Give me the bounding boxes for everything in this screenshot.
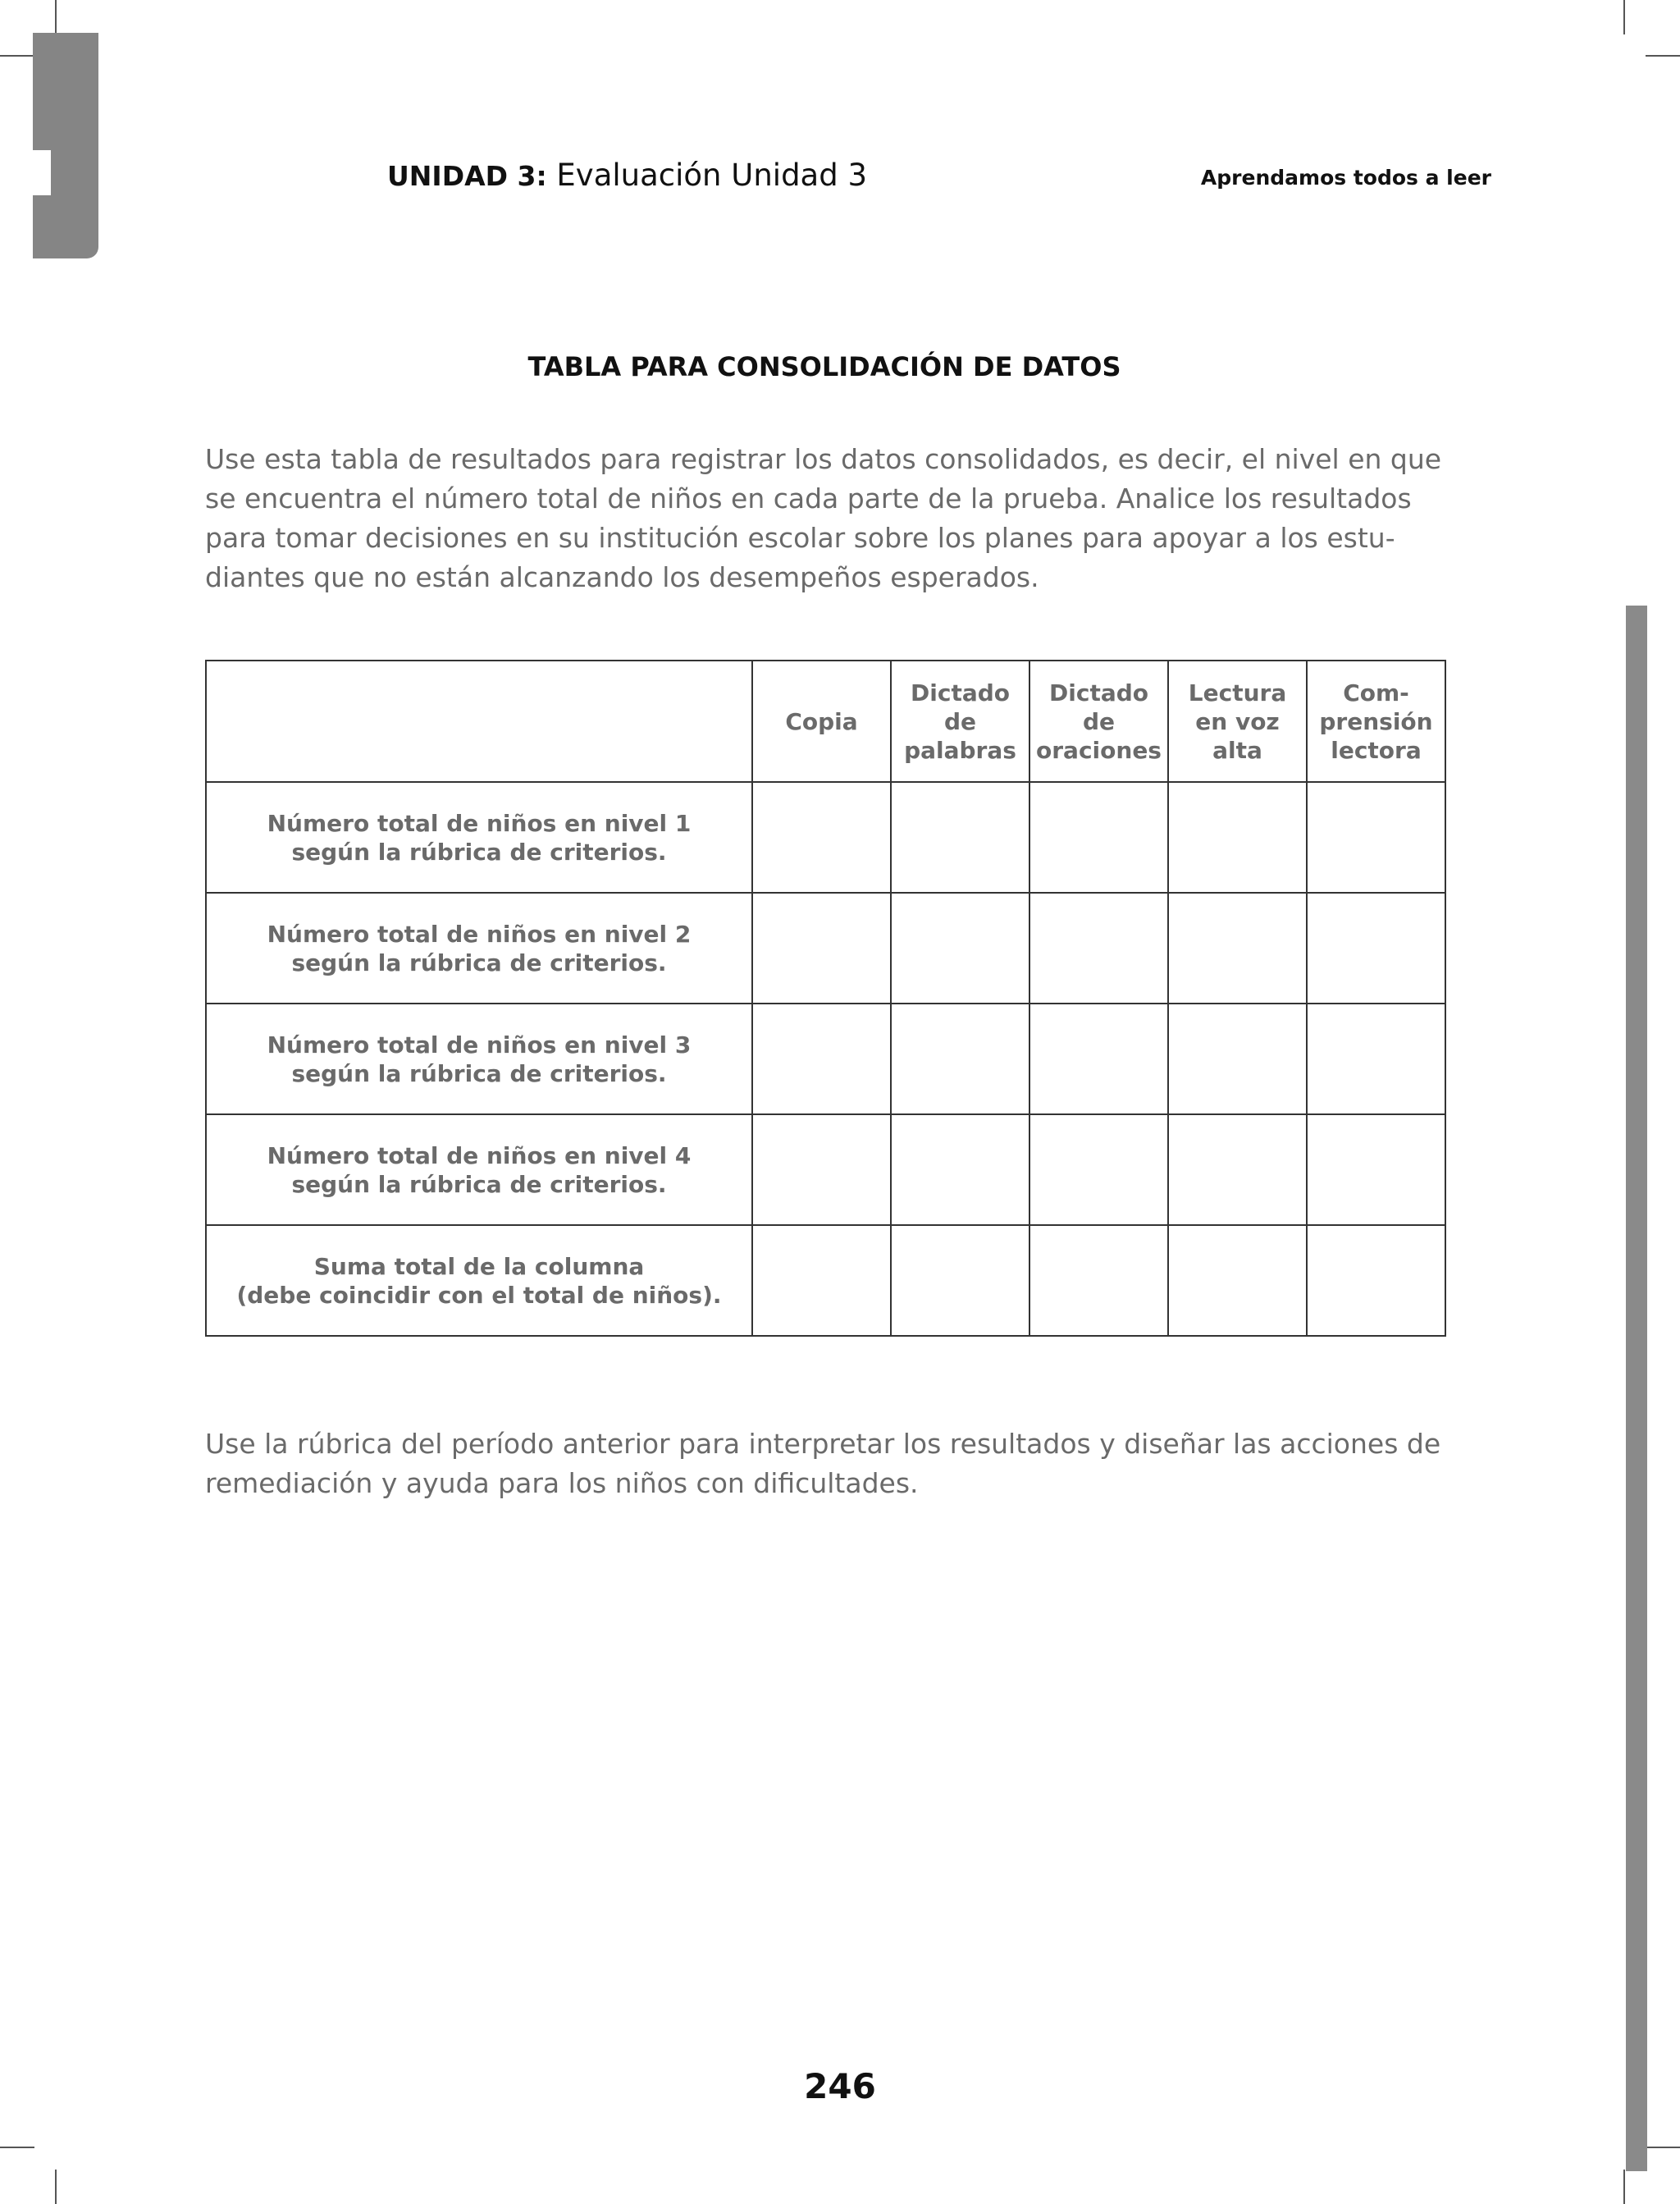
unit-header — [387, 158, 867, 193]
table-cell[interactable] — [752, 1004, 891, 1114]
table-cell[interactable] — [752, 1225, 891, 1336]
table-cell[interactable] — [1307, 1225, 1445, 1336]
row-label — [206, 1114, 752, 1225]
row-label-line2: según la rúbrica de criterios. — [291, 1059, 667, 1087]
row-label-line1: Número total de niños en nivel 2 — [267, 920, 692, 948]
table-cell[interactable] — [891, 893, 1029, 1004]
row-label — [206, 1004, 752, 1114]
row-label-line2: según la rúbrica de criterios. — [291, 949, 667, 976]
row-label — [206, 782, 752, 893]
table-row-total — [206, 1225, 1445, 1336]
table-cell[interactable] — [1307, 1114, 1445, 1225]
crop-mark — [55, 0, 57, 34]
side-decoration-band — [1626, 606, 1647, 2171]
page-number: 246 — [804, 2066, 876, 2106]
unit-title: Evaluación Unidad 3 — [546, 158, 868, 193]
table-row — [206, 893, 1445, 1004]
crop-mark — [1646, 55, 1680, 57]
crop-mark — [1646, 2147, 1680, 2148]
table-cell[interactable] — [1029, 893, 1168, 1004]
table-cell[interactable] — [891, 782, 1029, 893]
table-cell[interactable] — [752, 782, 891, 893]
table-cell[interactable] — [1168, 893, 1307, 1004]
row-label-line2: según la rúbrica de criterios. — [291, 1170, 667, 1198]
table-cell[interactable] — [1029, 1004, 1168, 1114]
row-label-line1: Número total de niños en nivel 3 — [267, 1031, 692, 1059]
consolidation-table — [205, 660, 1446, 1337]
table-row — [206, 782, 1445, 893]
row-label — [206, 1225, 752, 1336]
header-corner — [206, 661, 752, 782]
table-cell[interactable] — [891, 1114, 1029, 1225]
crop-mark — [1623, 2170, 1625, 2204]
table-cell[interactable] — [752, 1114, 891, 1225]
table-cell[interactable] — [1307, 782, 1445, 893]
table-header-row — [206, 661, 1445, 782]
unit-label: UNIDAD 3: — [387, 160, 547, 192]
table-cell[interactable] — [752, 893, 891, 1004]
header-comprension-lectora: Com-prensión lectora — [1307, 661, 1445, 782]
crop-mark — [1623, 0, 1625, 34]
table-cell[interactable] — [1168, 1225, 1307, 1336]
intro-paragraph: Use esta tabla de resultados para registrar los datos consolidados, es decir, el nivel en que se encuentra el número total de niños en cada parte de la prueba. Analice los resultados para tomar decisiones en su institución escolar sobre los planes para apoyar a los estu-diantes que no están alcanzando los desempeños esperados. — [205, 443, 1442, 593]
chapter-tab-notch — [33, 150, 51, 195]
table-cell[interactable] — [1168, 1114, 1307, 1225]
table-cell[interactable] — [1307, 893, 1445, 1004]
section-title: TABLA PARA CONSOLIDACIÓN DE DATOS — [527, 351, 1121, 382]
crop-mark — [0, 2147, 34, 2148]
table-cell[interactable] — [1168, 782, 1307, 893]
row-label-line2: según la rúbrica de criterios. — [291, 838, 667, 866]
outro-paragraph: Use la rúbrica del período anterior para interpretar los resultados y diseñar las acciones de remediación y ayuda para los niños con dificultades. — [205, 1428, 1441, 1499]
row-label-line1: Suma total de la columna — [313, 1252, 645, 1280]
header-lectura-voz-alta: Lectura en voz alta — [1168, 661, 1307, 782]
chapter-tab — [33, 33, 98, 258]
table-cell[interactable] — [1029, 782, 1168, 893]
row-label-line1: Número total de niños en nivel 4 — [267, 1141, 692, 1169]
table-row — [206, 1114, 1445, 1225]
row-label-line1: Número total de niños en nivel 1 — [267, 809, 692, 837]
table-cell[interactable] — [891, 1004, 1029, 1114]
row-label — [206, 893, 752, 1004]
header-dictado-oraciones: Dictado de oraciones — [1029, 661, 1168, 782]
table-cell[interactable] — [891, 1225, 1029, 1336]
header-dictado-palabras: Dictado de palabras — [891, 661, 1029, 782]
table-cell[interactable] — [1029, 1225, 1168, 1336]
table-cell[interactable] — [1307, 1004, 1445, 1114]
crop-mark — [0, 55, 34, 57]
row-label-line2: (debe coincidir con el total de niños). — [236, 1281, 722, 1309]
table-row — [206, 1004, 1445, 1114]
book-title: Aprendamos todos a leer — [1200, 166, 1491, 190]
header-copia: Copia — [752, 661, 891, 782]
table-cell[interactable] — [1029, 1114, 1168, 1225]
table-cell[interactable] — [1168, 1004, 1307, 1114]
crop-mark — [55, 2170, 57, 2204]
